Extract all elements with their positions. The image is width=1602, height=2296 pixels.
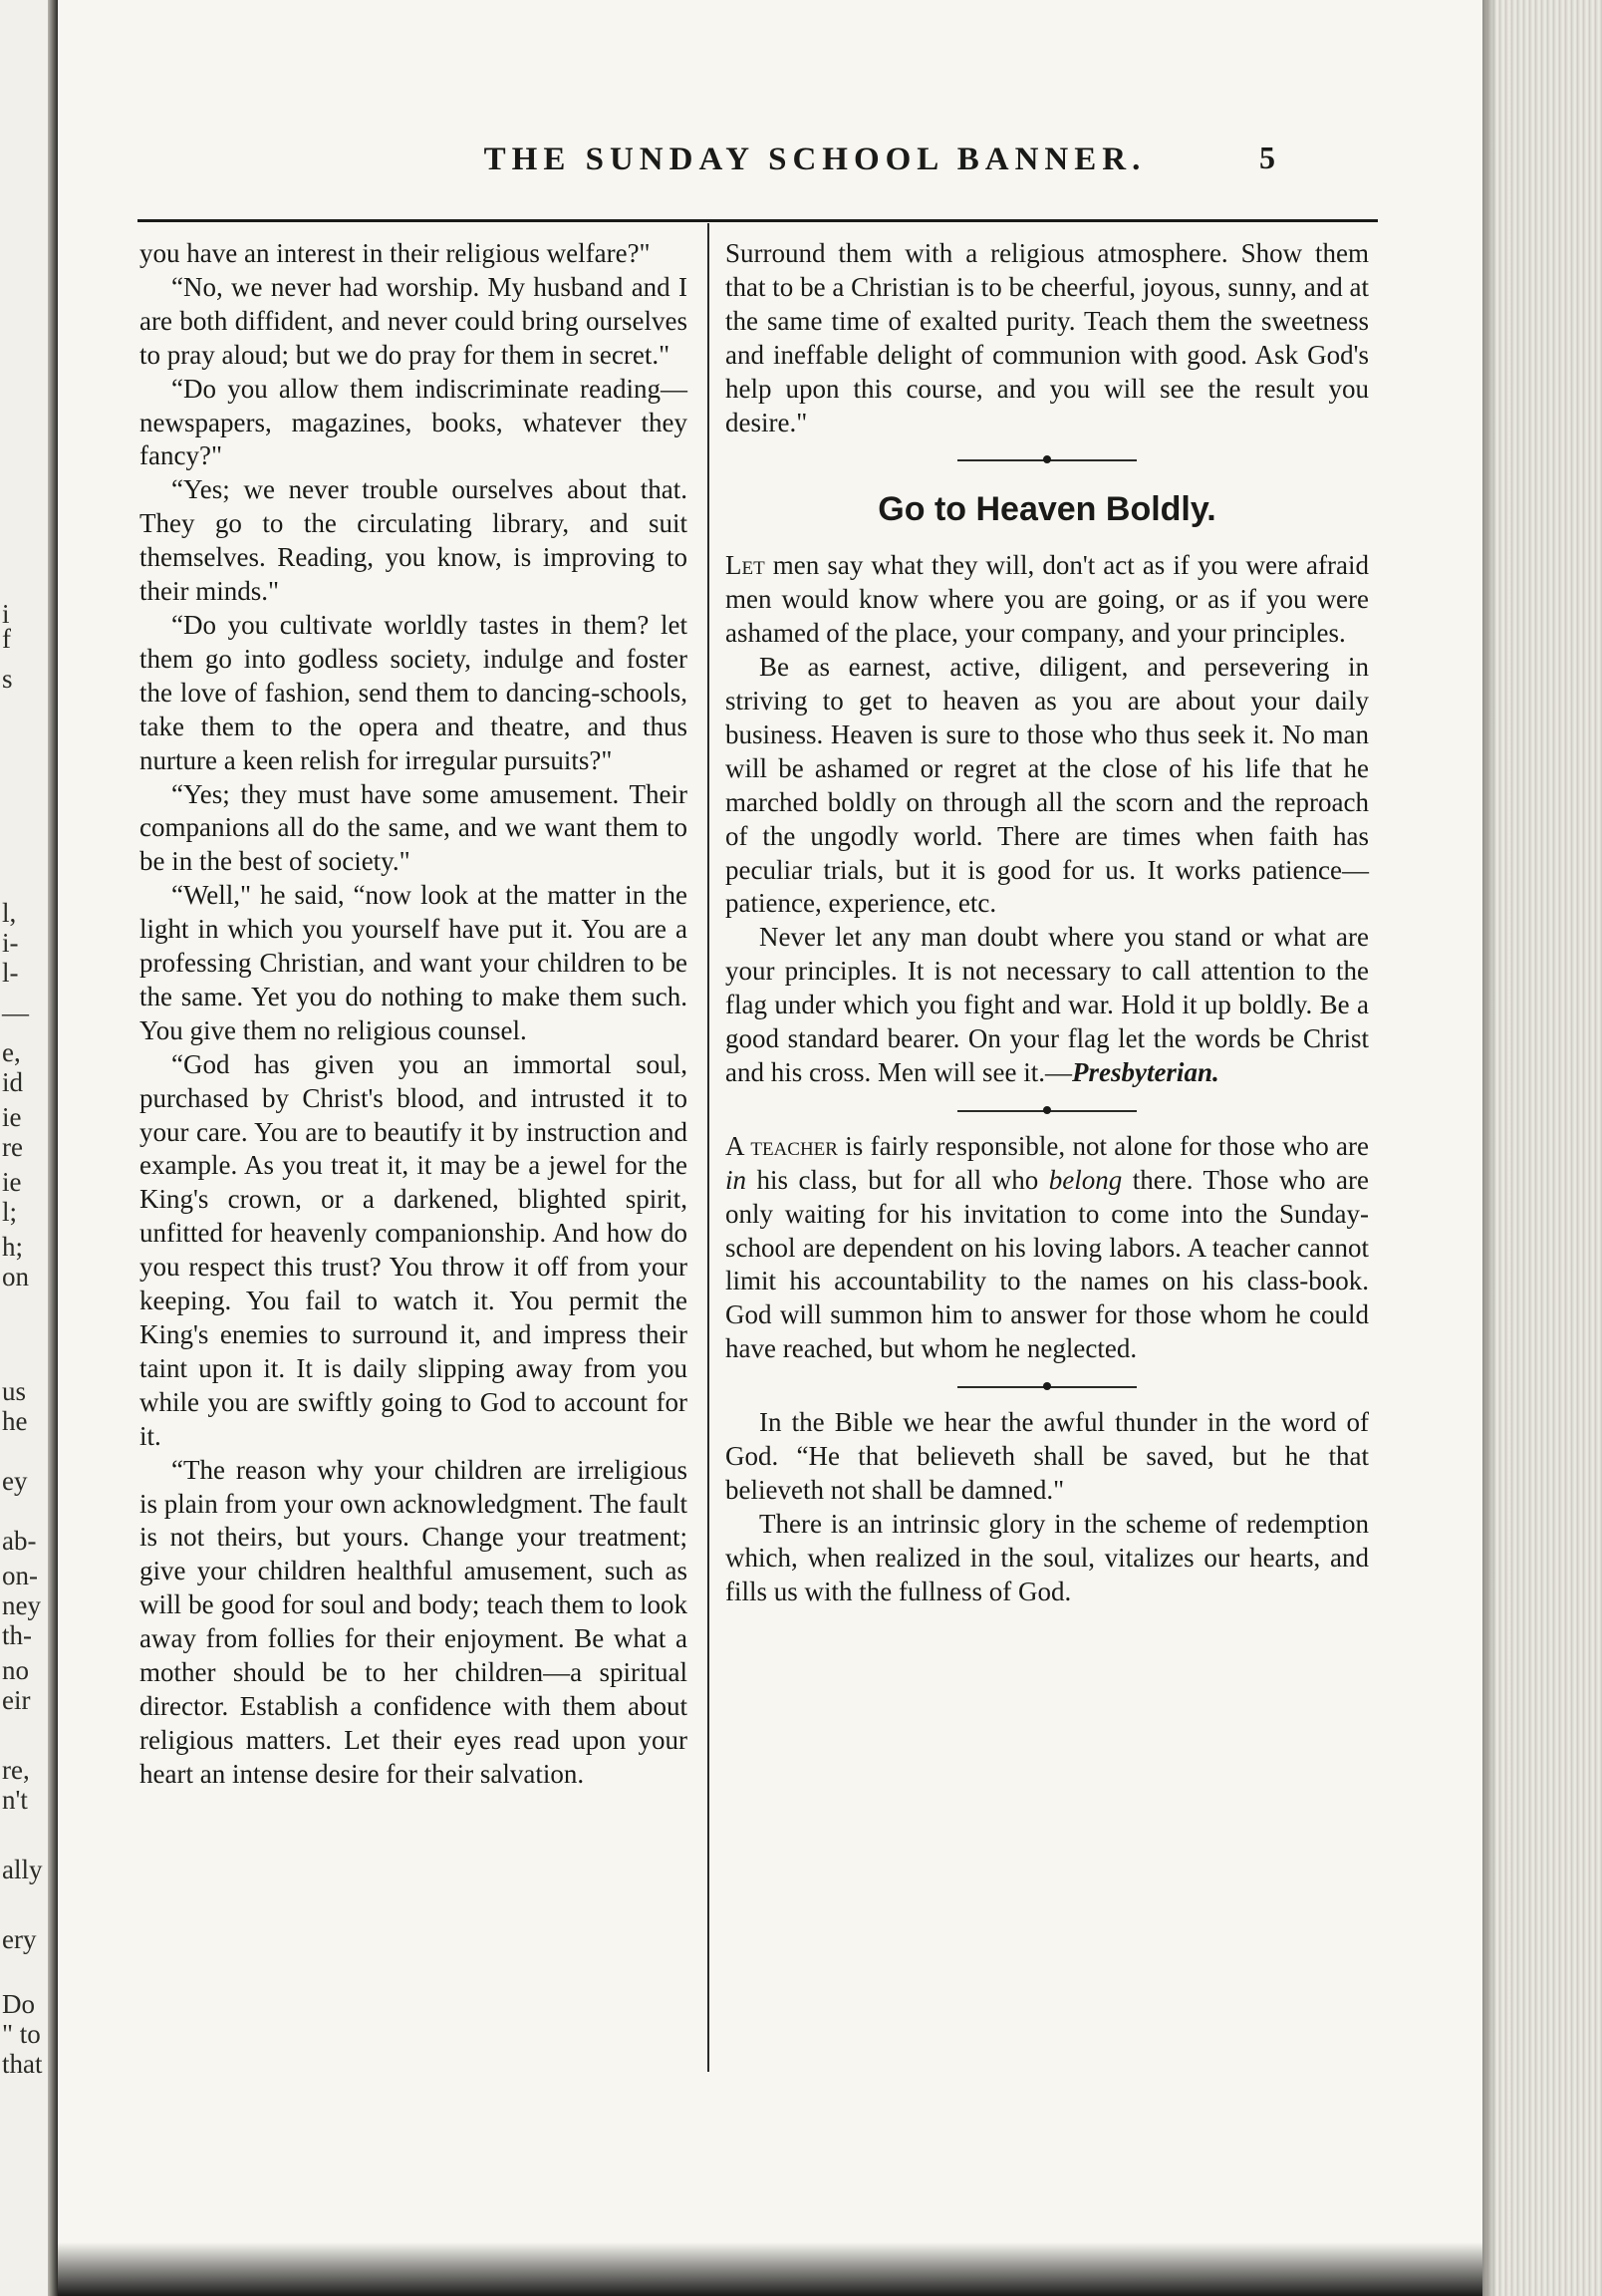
facing-page-fragment: e, bbox=[2, 1037, 21, 1067]
facing-page-fragment: id bbox=[2, 1067, 24, 1097]
page-number: 5 bbox=[1259, 140, 1275, 175]
facing-page-fragment: he bbox=[2, 1406, 28, 1436]
section-divider bbox=[957, 1366, 1137, 1406]
facing-page-fragment: ney bbox=[2, 1590, 41, 1620]
article-paragraph bbox=[725, 549, 1369, 651]
facing-page-fragment: ery bbox=[2, 1924, 37, 1954]
facing-page-fragment: s bbox=[2, 664, 13, 694]
header-rule bbox=[137, 219, 1378, 222]
attribution: Presbyterian. bbox=[1071, 1056, 1219, 1087]
facing-page-edge bbox=[0, 0, 58, 2296]
paragraph: There is an intrinsic glory in the scheme of redemption which, when realized in the soul, vitalizes our hearts, and fills us with the fullness of God. bbox=[725, 1508, 1369, 1606]
facing-page-fragment: h; bbox=[2, 1232, 24, 1262]
facing-page-fragment: f bbox=[2, 624, 11, 654]
paragraph: In the Bible we hear the awful thunder in the word of God. “He that believeth shall be saved, but he that believeth not shall be damned." bbox=[725, 1407, 1369, 1505]
facing-page-fragment: us bbox=[2, 1376, 27, 1406]
divider-dot bbox=[1043, 1106, 1051, 1114]
article-title: Go to Heaven Boldly. bbox=[878, 490, 1216, 529]
paragraph: you have an interest in their religious welfare?" bbox=[139, 238, 651, 268]
facing-page-fragment: ally bbox=[2, 1855, 43, 1884]
facing-page-fragment: re bbox=[2, 1132, 23, 1162]
right-column bbox=[725, 237, 1369, 1609]
facing-page-fragment: l, bbox=[2, 898, 17, 928]
article-paragraph bbox=[725, 921, 1369, 1090]
facing-page-fragment: ie bbox=[2, 1167, 22, 1197]
facing-page-fragment: on bbox=[2, 1262, 29, 1292]
facing-page-fragment: eir bbox=[2, 1685, 31, 1715]
facing-page-fragment: th- bbox=[2, 1620, 32, 1650]
paragraph: “The reason why your children are irreligious is plain from your own acknowledgment. The fault is not theirs, but yours. Change your treatment; give your children healthful amusement, such as will be good for soul and body; teach them to look away from follies for their enjoyment. Be what a mother should be to her children—a spiritual director. Establish a confidence with them about religious matters. Let their eyes read upon your heart an intense desire for their salvation. bbox=[139, 1454, 687, 1789]
lead-word: Let bbox=[725, 550, 765, 581]
lead-word: A teacher bbox=[725, 1130, 838, 1161]
divider-dot bbox=[1043, 1382, 1051, 1390]
facing-page-fragment: re, bbox=[2, 1755, 30, 1785]
book-page bbox=[58, 0, 1482, 2296]
divider-dot bbox=[1043, 455, 1051, 463]
left-column bbox=[139, 237, 687, 1792]
facing-page-fragment: ab- bbox=[2, 1526, 37, 1556]
article-paragraph-text: Never let any man doubt where you stand or what are your principles. It is not necessary to call attention to the flag under which you fight and war. Hold it up boldly. Be a good standard bearer. On your flag let the words be Christ and his cross. Men will see it.— bbox=[725, 922, 1369, 1087]
article-paragraph: Be as earnest, active, diligent, and persevering in striving to get to heaven as you are about your daily business. Heaven is sure to those who thus seek it. No man will be ashamed or regret at the close of his life that he marched boldly on through all the scorn and the reproach of the ungodly world. There are times when faith has peculiar trials, but it is good for us. It works patience—patience, experience, etc. bbox=[725, 652, 1369, 919]
facing-page-fragment: — bbox=[2, 998, 29, 1027]
article-paragraph-text: men say what they will, don't act as if you were afraid men would know where you are going, or as if you were ashamed of the place, your company, and your principles. bbox=[725, 550, 1369, 649]
facing-page-fragment: on- bbox=[2, 1561, 38, 1590]
paragraph: “Do you cultivate worldly tastes in them? let them go into godless society, indulge and foster the love of fashion, send them to dancing-schools, take them to the opera and theatre, and thus nurture a keen relish for irregular pursuits?" bbox=[139, 609, 687, 775]
page-edge-shadow bbox=[1482, 0, 1496, 2296]
column-rule bbox=[707, 223, 709, 2072]
paragraph: Surround them with a religious atmosphere. Show them that to be a Christian is to be cheerful, joyous, sunny, and at the same time of exalted purity. Teach them the sweetness and ineffable delight of communion with good. Ask God's help upon this course, and you will see the result you desire." bbox=[725, 238, 1369, 437]
section-divider bbox=[957, 1090, 1137, 1130]
bottom-shadow bbox=[58, 2242, 1482, 2296]
paragraph: “Well," he said, “now look at the matter in the light in which you yourself have put it. You are a professing Christian, and want your children to be the same. Yet you do nothing to make them such. You give them no religious counsel. bbox=[139, 880, 687, 1045]
facing-page-fragment: no bbox=[2, 1655, 29, 1685]
paragraph-text: is fairly responsible, not alone for those who are bbox=[837, 1130, 1370, 1161]
emphasis: in bbox=[725, 1164, 747, 1195]
emphasis: belong bbox=[1048, 1164, 1123, 1195]
paragraph: “God has given you an immortal soul, purchased by Christ's blood, and intrusted it to your care. You are to beautify it by instruction and example. As you treat it, it may be a jewel for the King's crown, or a darkened, blighted spirit, unfitted for heavenly companionship. And how do you respect this trust? You throw it off from your keeping. You fail to watch it. You permit the King's enemies to surround it, and impress their taint upon it. It is daily slipping away from you while you are swiftly going to God to account for it. bbox=[139, 1048, 687, 1451]
facing-page-fragment: that bbox=[2, 2049, 43, 2079]
section-divider bbox=[957, 439, 1137, 479]
facing-page-fragment: " to bbox=[2, 2019, 41, 2049]
facing-page-fragment: ie bbox=[2, 1102, 22, 1132]
paragraph: “Yes; we never trouble ourselves about that. They go to the circulating library, and suit themselves. Reading, you know, is improving to their minds." bbox=[139, 474, 687, 607]
facing-page-fragment: n't bbox=[2, 1785, 28, 1815]
paragraph-text: there. Those who are only waiting for his invitation to come into the Sunday-school are dependent on his loving labors. A teacher cannot limit his accountability to the names on his class-book. God will summon him to answer for those whom he could have reached, but whom he neglected. bbox=[725, 1164, 1369, 1364]
page-stack-edge bbox=[1482, 0, 1602, 2296]
facing-page-fragment: i bbox=[2, 599, 10, 629]
paragraph: “Yes; they must have some amusement. Their companions all do the same, and we want them to be in the best of society." bbox=[139, 778, 687, 877]
facing-page-fragment: Do bbox=[2, 1989, 35, 2019]
paragraph: “No, we never had worship. My husband and I are both diffident, and never could bring ourselves to pray aloud; but we do pray for them in secret." bbox=[139, 271, 687, 370]
facing-page-fragment: l; bbox=[2, 1197, 18, 1227]
running-head-title: THE SUNDAY SCHOOL BANNER. bbox=[483, 142, 1147, 177]
paragraph-text: his class, but for all who bbox=[746, 1164, 1049, 1195]
paragraph: “Do you allow them indiscriminate reading—newspapers, magazines, books, whatever they fancy?" bbox=[139, 373, 687, 471]
facing-page-fragment: i- bbox=[2, 928, 19, 958]
facing-page-fragment: ey bbox=[2, 1466, 28, 1496]
teacher-paragraph bbox=[725, 1130, 1369, 1366]
facing-page-fragment: l- bbox=[2, 958, 19, 988]
